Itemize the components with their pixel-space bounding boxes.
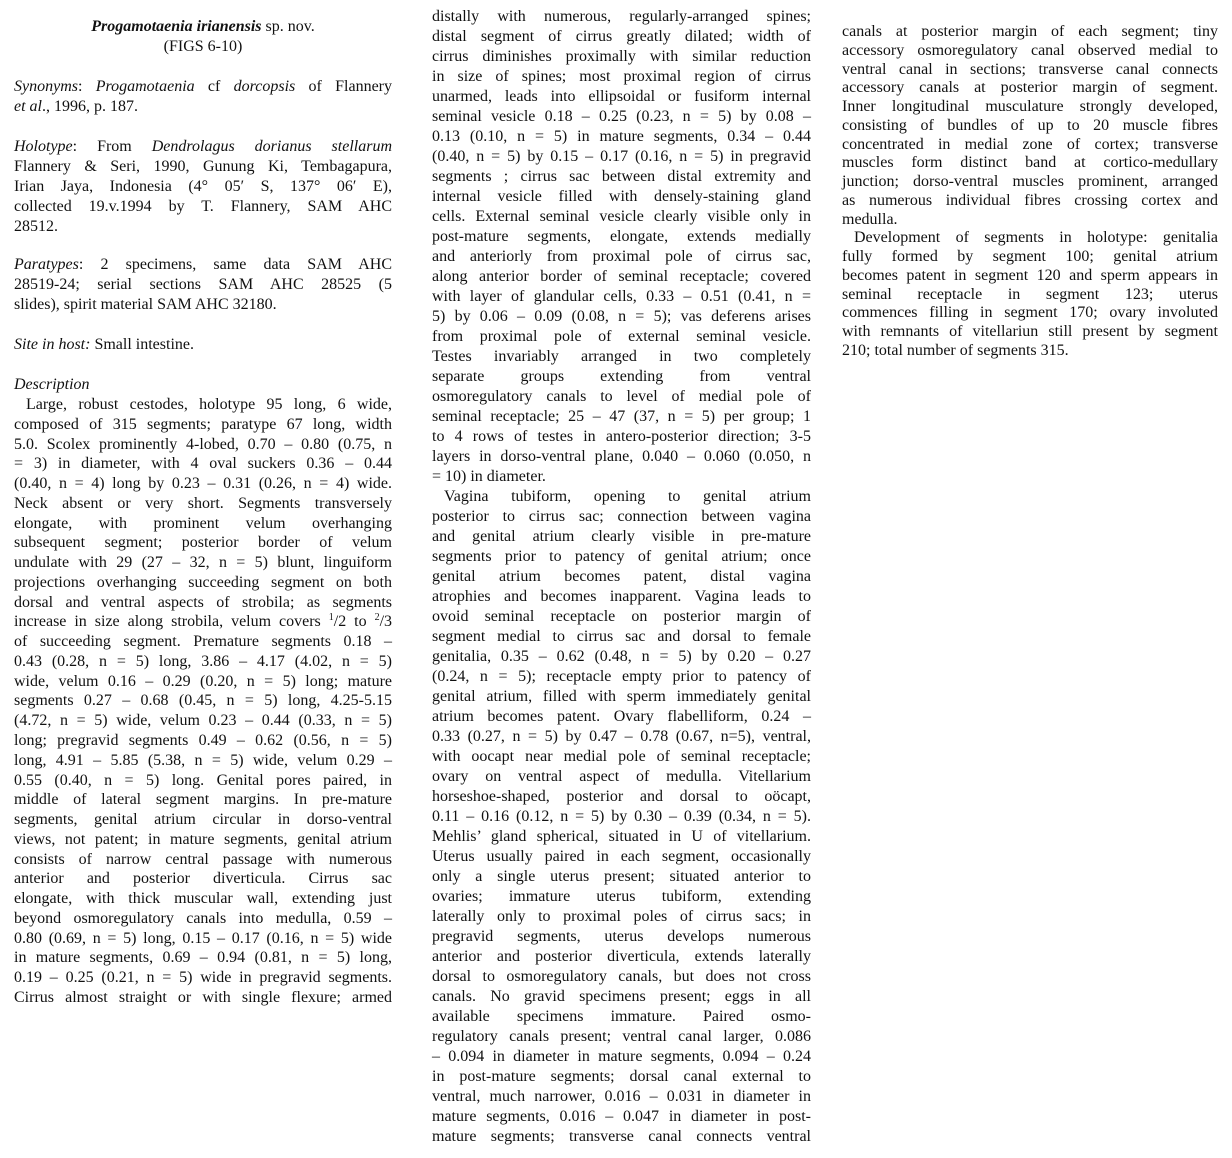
text-line: elongate, with thick muscular wall, extending just <box>14 890 392 908</box>
text-line: – 0.094 in diameter in mature segments, 0.094 – 0.24 <box>432 1048 811 1065</box>
text-line: elongate, with prominent velum overhanging <box>14 514 392 532</box>
species-title: Progamotaenia irianensis <box>91 18 262 35</box>
text-line: dorsal and ventral aspects of strobila; as segments <box>14 593 392 611</box>
column-1-description <box>14 395 392 1008</box>
text-line: anterior and posterior diverticula, extends laterally <box>432 948 811 965</box>
text-line <box>14 375 392 395</box>
text-line: Inner longitudinal musculature strongly developed, <box>842 98 1218 115</box>
text-line: Paratypes: 2 specimens, same data SAM AHC <box>14 256 392 273</box>
text-line: Progamotaenia irianensis sp. nov. <box>91 18 315 35</box>
text-line: accessory canals at posterior margin of segment. <box>842 79 1218 97</box>
text-line: seminal receptacle in segment 123; uterus <box>842 285 1218 303</box>
text-line: = 3) in diameter, with 4 oval suckers 0.36 – 0.44 <box>14 455 392 473</box>
paragraph <box>432 487 811 1147</box>
text-line: ovoid seminal receptacle on posterior margin of <box>432 608 811 625</box>
spacer <box>14 355 392 375</box>
text-line: ovaries; immature uterus tubiform, extending <box>432 888 811 905</box>
text-line: 0.55 (0.40, n = 5) long. Genital pores paired, in <box>14 771 392 789</box>
text-line: slides), spirit material SAM AHC 32180. <box>14 296 277 313</box>
text-line: atrium becomes patent. Ovary flabelliform, 0.24 – <box>432 708 811 725</box>
text-line: commences filling in segment 170; ovary involuted <box>842 304 1218 322</box>
text-line: long; pregravid segments 0.49 – 0.62 (0.56, n = 5) <box>14 732 392 750</box>
text-line: Irian Jaya, Indonesia (4° 05′ S, 137° 06′ E), <box>14 178 392 195</box>
text-line: Holotype: From Dendrolagus dorianus stellarum <box>14 138 392 155</box>
text-line: separate groups extending from ventral <box>432 368 811 385</box>
text-line: 0.11 – 0.16 (0.12, n = 5) by 0.30 – 0.39 (0.34, n = 5). <box>432 808 811 825</box>
text-line: with oocapt near medial pole of seminal receptacle; <box>432 748 811 765</box>
text-line: 0.43 (0.28, n = 5) long, 3.86 – 4.17 (4.02, n = 5) <box>14 652 392 670</box>
text-line: horseshoe-shaped, posterior and dorsal to oöcapt, <box>432 788 811 805</box>
text-line: post-mature segments, elongate, extends medially <box>432 228 811 245</box>
text-line: internal vesicle filled with densely-staining gland <box>432 188 811 205</box>
text-line: canals at posterior margin of each segment; tiny <box>842 23 1218 40</box>
text-line: Large, robust cestodes, holotype 95 long, 6 wide, <box>26 396 392 413</box>
text-line: Mehlis’ gland spherical, situated in U of vitellarium. <box>432 828 811 845</box>
text-line: Testes invariably arranged in two completely <box>432 348 811 365</box>
text-line: becomes patent in segment 120 and sperm appears in <box>842 266 1218 284</box>
text-line: 28512. <box>14 218 58 235</box>
text-line: canals. No gravid specimens present; eggs in all <box>432 988 811 1005</box>
italic-text: Synonyms <box>14 78 78 95</box>
italic-text: Progamotaenia <box>95 78 195 95</box>
text-line: (FIGS 6-10) <box>163 38 243 55</box>
text-line: et al., 1996, p. 187. <box>14 98 138 115</box>
text-line: (0.40, n = 5) by 0.15 – 0.17 (0.16, n = 5) in pregravid <box>432 148 811 165</box>
text-line: in post-mature segments; dorsal canal external to <box>432 1068 811 1085</box>
text-line: 0.13 (0.10, n = 5) in mature segments, 0.34 – 0.44 <box>432 128 811 145</box>
text-line: Development of segments in holotype: genitalia <box>854 229 1218 247</box>
paragraph <box>14 17 392 57</box>
column-1-header <box>14 17 392 395</box>
text-line: 28519-24; serial sections SAM AHC 28525 (5 <box>14 276 392 293</box>
paragraph <box>14 395 392 1008</box>
text-line: junction; dorso-ventral muscles prominent, arranged <box>842 173 1218 190</box>
text-line: collected 19.v.1994 by T. Flannery, SAM AHC <box>14 198 392 215</box>
italic-text: Site in host: <box>14 336 91 353</box>
text-line: distally with numerous, regularly-arranged spines; <box>432 8 811 25</box>
text-line: segments ; cirrus sac between distal extremity and <box>432 168 811 185</box>
spacer <box>14 315 392 335</box>
text-line: osmoregulatory canals to level of medial pole of <box>432 388 811 405</box>
text-line: segments prior to patency of genital atrium; once <box>432 548 811 565</box>
text-line: seminal vesicle 0.18 – 0.25 (0.23, n = 5) by 0.08 – <box>432 108 811 125</box>
text-line: accessory osmoregulatory canal observed medial to <box>842 41 1218 59</box>
text-line: 0.80 (0.69, n = 5) long, 0.15 – 0.17 (0.16, n = 5) wide <box>14 929 392 947</box>
text-line: beyond osmoregulatory canals into medulla, 0.59 – <box>14 909 392 927</box>
text-line: 5) by 0.06 – 0.09 (0.08, n = 5); vas deferens arises <box>432 308 811 325</box>
text-line: to 4 rows of testes in antero-posterior direction; 3-5 <box>432 428 811 445</box>
text-line: middle of lateral segment margins. In pre-mature <box>14 791 392 809</box>
text-line: ventral, much narrower, 0.016 – 0.031 in diameter in <box>432 1088 811 1105</box>
column-2 <box>432 7 811 1147</box>
column-3 <box>842 23 1218 361</box>
text-line: available specimens immature. Paired osmo- <box>432 1008 811 1025</box>
paragraph <box>842 229 1218 360</box>
text-line: (0.24, n = 5); receptacle empty prior to patency of <box>432 668 811 685</box>
text-line: ventral canal in sections; transverse canal connects <box>842 60 1218 78</box>
text-line: segments, genital atrium circular in dorso-ventral <box>14 811 392 829</box>
text-line: composed of 315 segments; paratype 67 long, width <box>14 415 392 433</box>
text-line: subsequent segment; posterior border of velum <box>14 534 392 552</box>
text-line: pregravid segments, uterus develops numerous <box>432 928 811 945</box>
text-line: Vagina tubiform, opening to genital atrium <box>444 488 811 505</box>
text-line: ovary on ventral aspect of medulla. Vitellarium <box>432 768 811 785</box>
text-line: in size of spines; most proximal region of cirrus <box>432 68 811 85</box>
text-line: 0.33 (0.27, n = 5) by 0.47 – 0.78 (0.67, n=5), ventral, <box>432 728 811 745</box>
text-line: Flannery & Seri, 1990, Gunung Ki, Tembagapura, <box>14 158 392 175</box>
paragraph <box>14 255 392 315</box>
text-line: genital atrium becomes patent, distal vagina <box>432 568 811 585</box>
text-line: genitalia, 0.35 – 0.62 (0.48, n = 5) by 0.20 – 0.27 <box>432 648 811 665</box>
text-line: with remnants of vitellariun still present by segment <box>842 323 1218 340</box>
text-line: with layer of glandular cells, 0.33 – 0.51 (0.41, n = <box>432 288 811 305</box>
italic-text: Description <box>14 376 90 393</box>
text-line: laterally only to proximal poles of cirrus sacs; in <box>432 908 811 925</box>
italic-text: Dendrolagus dorianus stellarum <box>151 138 392 155</box>
text-line: wide, velum 0.16 – 0.29 (0.20, n = 5) long; mature <box>14 672 392 690</box>
text-line: consists of narrow central passage with numerous <box>14 850 392 868</box>
text-line: consisting of bundles of up to 20 muscle fibres <box>842 116 1218 134</box>
text-line: segment medial to cirrus sac and dorsal to female <box>432 628 811 645</box>
text-line: and genital atrium clearly visible in pre-mature <box>432 528 811 545</box>
paragraph <box>432 7 811 487</box>
text-line: seminal receptacle; 25 – 47 (37, n = 5) per group; 1 <box>432 408 811 425</box>
italic-text: Paratypes <box>14 256 79 273</box>
fraction-numerator: 1 <box>328 612 334 624</box>
text-line: dorsal to osmoregulatory canals, but does not cross <box>432 968 811 985</box>
text-line: fully formed by segment 100; genital atrium <box>842 248 1218 265</box>
paragraph <box>14 335 392 355</box>
text-line: increase in size along strobila, velum covers $^1$/2 to $^2$/3 <box>14 612 393 631</box>
text-line: regulatory canals present; ventral canal larger, 0.086 <box>432 1028 811 1045</box>
spacer <box>14 57 392 77</box>
text-line: long, 4.91 – 5.85 (5.38, n = 5) wide, velum 0.29 – <box>14 751 392 769</box>
paragraph <box>14 77 392 117</box>
text-line: medulla. <box>842 210 898 228</box>
text-line: distal segment of cirrus greatly dilated; width of <box>432 28 811 45</box>
paragraph <box>14 375 392 395</box>
text-line: muscles form distinct band at cortico-medullary <box>842 154 1218 172</box>
text-line: views, not patent; in mature segments, genital atrium <box>14 830 392 848</box>
paragraph <box>842 23 1218 229</box>
italic-text: dorcopsis <box>233 78 296 95</box>
text-line: = 10) in diameter. <box>432 468 546 485</box>
text-line: posterior to cirrus sac; connection between vagina <box>432 508 811 525</box>
text-line: cells. External seminal vesicle clearly visible only in <box>432 208 811 225</box>
text-line: atrophies and becomes inapparent. Vagina leads to <box>432 588 811 605</box>
text-line: Uterus usually paired in each segment, occasionally <box>432 848 811 865</box>
text-line: segments 0.27 – 0.68 (0.45, n = 5) long, 4.25-5.15 <box>14 692 392 710</box>
text-line: concentrated in medial zone of cortex; transverse <box>842 135 1218 153</box>
text-line: of succeeding segment. Premature segments 0.18 – <box>14 633 392 651</box>
spacer <box>14 237 392 255</box>
text-line: 0.19 – 0.25 (0.21, n = 5) wide in pregravid segments. <box>14 969 392 987</box>
text-line: mature segments; transverse canal connects ventral <box>432 1128 811 1145</box>
paragraph <box>14 137 392 237</box>
text-line: (4.72, n = 5) wide, velum 0.23 – 0.44 (0.33, n = 5) <box>14 712 392 730</box>
fraction-numerator: 2 <box>374 612 380 624</box>
text-line: 5.0. Scolex prominently 4-lobed, 0.70 – 0.80 (0.75, n <box>14 435 392 453</box>
text-line: and anteriorly from proximal pole of cirrus sac, <box>432 248 811 265</box>
text-line: Synonyms: Progamotaenia cf dorcopsis of Flannery <box>14 78 392 95</box>
text-line: in mature segments, 0.69 – 0.94 (0.81, n = 5) long, <box>14 949 392 967</box>
text-line: undulate with 29 (27 – 32, n = 5) blunt, linguiform <box>14 554 392 572</box>
text-line: Neck absent or very short. Segments transversely <box>14 494 392 512</box>
text-line: anterior and posterior diverticula. Cirrus sac <box>14 870 392 888</box>
text-line: Cirrus almost straight or with single flexure; armed <box>14 988 392 1006</box>
text-line: layers in dorso-ventral plane, 0.040 – 0.060 (0.050, n <box>432 448 811 465</box>
italic-text: Holotype <box>14 138 73 155</box>
text-line: cirrus diminishes proximally with similar reduction <box>432 48 811 65</box>
spacer <box>14 117 392 137</box>
text-line: along anterior border of seminal receptacle; covered <box>432 268 811 285</box>
text-line: Site in host: Small intestine. <box>14 336 194 353</box>
text-line: as numerous individual fibres crossing cortex and <box>842 191 1218 209</box>
text-line: genital atrium, filled with sperm immediately genital <box>432 688 811 705</box>
text-line: 210; total number of segments 315. <box>842 341 1069 359</box>
italic-text: et al <box>14 98 42 115</box>
text-line: unarmed, leads into ellipsoidal or fusiform internal <box>432 88 811 105</box>
text-line: (0.40, n = 4) long by 0.23 – 0.31 (0.26, n = 4) wide. <box>14 475 392 493</box>
text-line: projections overhanging succeeding segment on both <box>14 573 392 591</box>
text-line: from proximal pole of external seminal vesicle. <box>432 328 811 345</box>
text-line: only a single uterus present; situated anterior to <box>432 868 811 885</box>
text-line: mature segments, 0.016 – 0.047 in diameter in post- <box>432 1108 811 1125</box>
